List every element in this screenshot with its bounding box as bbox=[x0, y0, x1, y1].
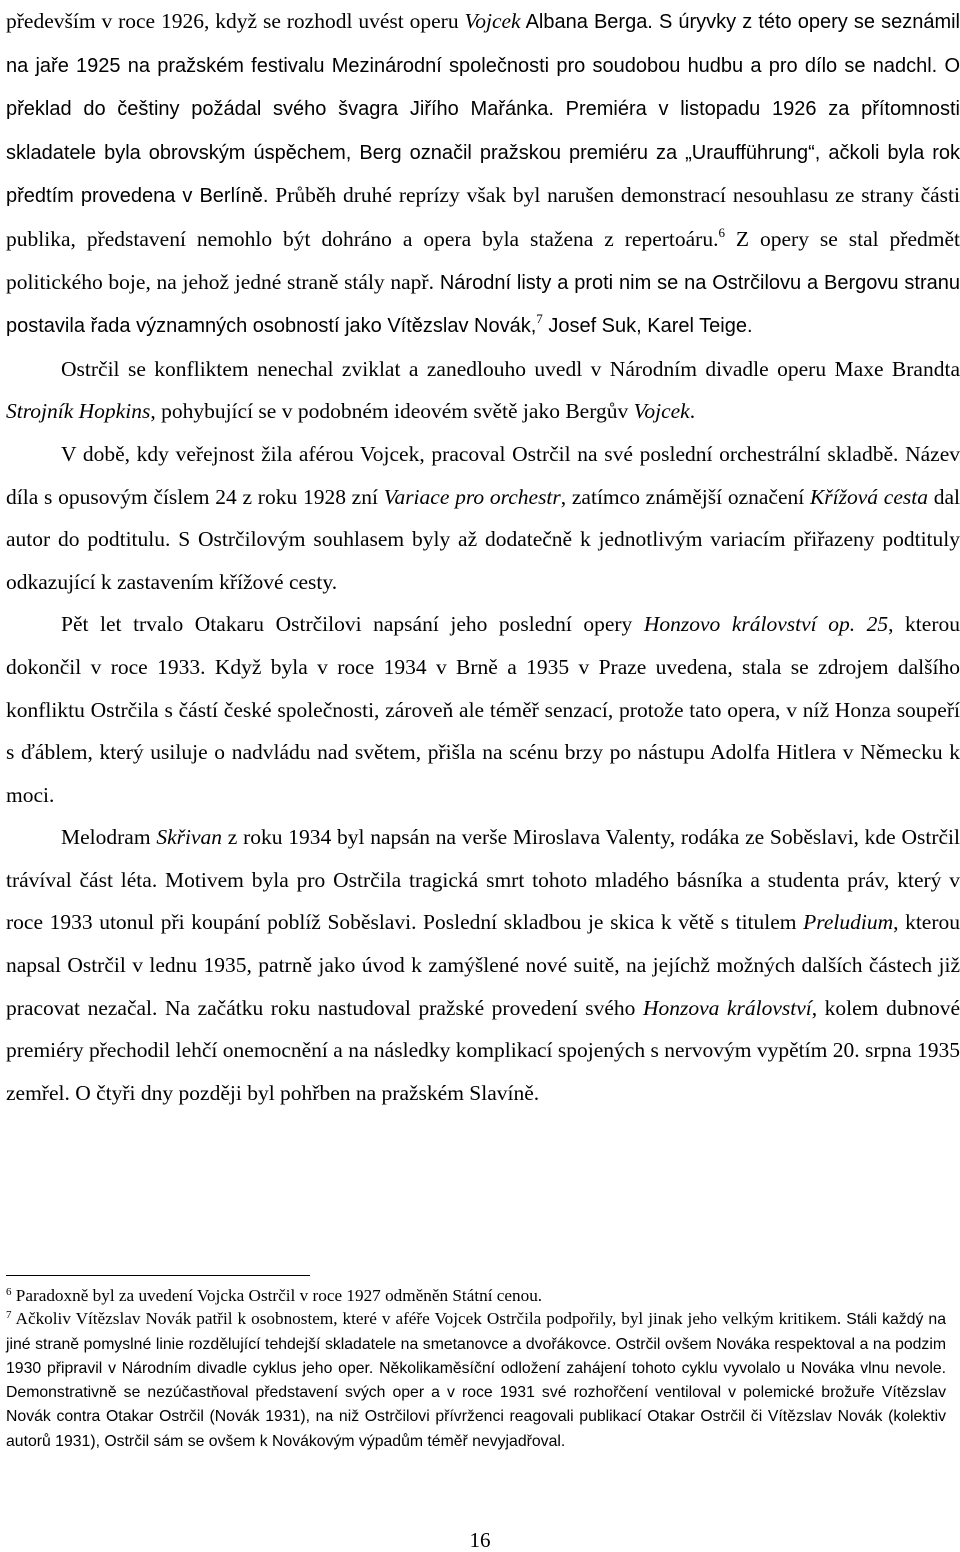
text-span: , zatímco známější označení bbox=[560, 484, 810, 509]
text-span: , kterou dokončil v roce 1933. bbox=[6, 612, 960, 679]
work-title-variace: Variace pro orchestr bbox=[383, 484, 561, 509]
text-span: , kolem dubnové premiéry přechodil lehčí onemocnění a na následky komplikací spojených s nervovým vypětím 20. srpna 1935 zemřel. O čtyři dny později byl pohřben na pražském Slavíně. bbox=[6, 995, 960, 1105]
text-span: Albana Berga. S úryvky z této opery se seznámil na jaře 1925 na pražském festivalu Mezinárodní společnosti pro soudobou hudbu a pro dílo se nadchl. O překlad do češtiny požádal svého švagra Jiřího Mařánka. Premiéra v listopadu 1926 za přítomnosti skladatele byla obrovským úspěchem, Berg označil pražskou premiéru za „Uraufführung“, ačkoli byla rok předtím provedena v Berlíně. bbox=[6, 11, 960, 208]
footnote-text: Paradoxně byl za uvedení Vojcka Ostrčil v roce 1927 odměněn Státní cenou. bbox=[11, 1286, 543, 1305]
body-text bbox=[6, 0, 960, 1114]
text-span: Melodram bbox=[61, 825, 157, 850]
footnote-text: Ačkoliv Vítězslav Novák patřil k osobnostem, které v aféře Vojcek Ostrčila podpořily, byl jinak jeho velkým kritikem. bbox=[11, 1309, 842, 1329]
footnote-separator bbox=[6, 1275, 310, 1276]
opera-title-honzova-kralovstvi: Honzova království bbox=[642, 995, 812, 1020]
work-title-preludium: Preludium bbox=[803, 910, 894, 935]
text-span: Z opery se stal předmět politického boje, na jehož jedné straně stály např. bbox=[6, 226, 960, 294]
text-span: , kterou napsal Ostrčil v lednu 1935, patrně jako úvod k zamýšlené nové suitě, na jejíchž možných dalších částech již pracovat nezačal. bbox=[6, 910, 960, 1020]
text-span: z roku 1934 byl napsán na verše Miroslava Valenty, rodáka ze Soběslavi, kde Ostrčil trávíval část léta. bbox=[6, 825, 960, 892]
text-span: Průběh druhé reprízy však byl narušen demonstrací nesouhlasu ze strany části publika, představení nemohlo být dohráno a opera byla stažena z repertoáru. bbox=[6, 183, 960, 251]
text-span: především v roce 1926, když se rozhodl uvést operu bbox=[6, 9, 465, 33]
text-span: Když byla v roce 1934 v Brně a 1935 v Praze uvedena, stala se zdrojem dalšího konfliktu Ostrčila s částí české společnosti, zároveň ale téměř senzací, protože tato opera, v níž Honza soupeří s ďáblem, který usiluje o nadvládu nad světem, přišla na scénu brzy po nástupu Adolfa Hitlera v Německu k moci. bbox=[6, 654, 960, 807]
text-span: Na začátku roku nastudoval pražské provedení svého bbox=[157, 995, 643, 1020]
footnote-7 bbox=[6, 1307, 946, 1453]
text-span: Pět let trvalo Otakaru Ostrčilovi napsání jeho poslední opery bbox=[61, 612, 644, 637]
footnote-ref-6[interactable]: 6 bbox=[718, 224, 725, 240]
paragraph-5 bbox=[6, 816, 960, 1114]
text-span: Název díla s opusovým číslem 24 z roku 1928 zní bbox=[6, 441, 960, 509]
footnote-ref-7[interactable]: 7 bbox=[536, 311, 543, 327]
text-span: dal autor do podtitulu. bbox=[6, 484, 960, 552]
footnote-number: 6 bbox=[6, 1286, 12, 1298]
paragraph-1 bbox=[6, 0, 960, 348]
footnotes bbox=[6, 1284, 946, 1453]
text-span: Národní listy a proti nim se na Ostrčilovu a Bergovu stranu postavila řada významných osobností jako Vítězslav Novák, bbox=[6, 271, 960, 338]
text-span: Josef Suk, Karel Teige. bbox=[542, 315, 753, 338]
opera-title-strojnik-hopkins: Strojník Hopkins bbox=[6, 399, 151, 424]
document-page bbox=[6, 0, 960, 1114]
footnote-number: 7 bbox=[6, 1309, 12, 1322]
text-span: Poslední skladbou je skica k větě s titulem bbox=[416, 910, 804, 935]
text-span: Motivem byla pro Ostrčila tragická smrt tohoto mladého básníka a studenta práv, který v roce 1933 utonul při koupání poblíž Soběslavi. bbox=[6, 867, 960, 935]
text-span: S Ostrčilovým souhlasem byly až dodatečně k jednotlivým variacím přiřazeny podtituly odkazující k zastavením křížové cesty. bbox=[6, 527, 960, 594]
paragraph-3 bbox=[6, 433, 960, 603]
page-number: 16 bbox=[469, 1528, 491, 1552]
text-span: , pohybující se v podobném ideovém světě jako Bergův bbox=[150, 399, 634, 424]
text-span: V době, kdy veřejnost žila aférou Vojcek, pracoval Ostrčil na své poslední orchestrální skladbě. bbox=[61, 441, 899, 466]
opera-title-honzovo-kralovstvi: Honzovo království op. 25 bbox=[643, 612, 889, 637]
paragraph-2 bbox=[6, 348, 960, 433]
text-span: . bbox=[689, 399, 696, 424]
paragraph-4 bbox=[6, 603, 960, 816]
footnote-6 bbox=[6, 1284, 946, 1307]
work-title-skrivan: Skřivan bbox=[156, 825, 223, 850]
text-span: Ostrčil se konfliktem nenechal zviklat a zanedlouho uvedl v Národním divadle operu Maxe Brandta bbox=[61, 356, 960, 381]
footnote-text: Stáli každý na jiné straně pomyslné linie rozdělující tehdejší skladatele na smetanovce a dvořákovce. Ostrčil ovšem Nováka respektoval a na podzim 1930 připravil v Národním divadle cyklus jeho oper. Několikaměsíční odložení zahájení tohoto cyklu vyvolalo u Nováka vlnu nevole. Demonstrativně se nezúčastňoval představení svých oper a v roce 1931 své rozhořčení ventiloval v polemické brožuře Vítězslav Novák contra Otakar Ostrčil (Novák 1931), na niž Ostrčilovi přívrženci reagovali publikací Otakar Ostrčil či Vítězslav Novák (kolektiv autorů 1931), Ostrčil sám se ovšem k Novákovým výpadům téměř nevyjadřoval. bbox=[6, 1311, 947, 1450]
work-title-krizova-cesta: Křížová cesta bbox=[809, 484, 928, 509]
opera-title-vojcek: Vojcek bbox=[633, 399, 690, 424]
opera-title-vojcek: Vojcek bbox=[464, 9, 521, 33]
